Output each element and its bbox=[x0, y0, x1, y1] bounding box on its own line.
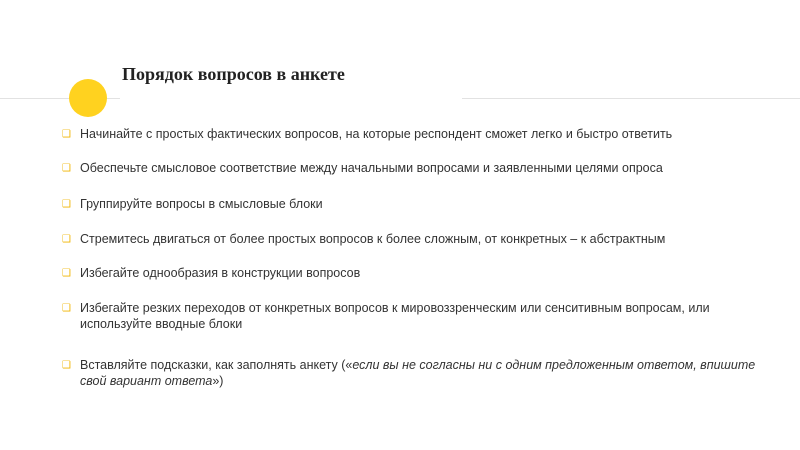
square-bullet-icon: ❑ bbox=[62, 303, 71, 314]
square-bullet-icon: ❑ bbox=[62, 163, 71, 174]
title-divider-gap bbox=[120, 96, 462, 101]
bullet-item bbox=[62, 357, 772, 389]
bullet-item bbox=[62, 160, 782, 176]
bullet-text-prefix: Вставляйте подсказки, как заполнять анкету (« bbox=[80, 358, 353, 372]
bullet-text-italic: если вы не согласны ни с одним предложенным ответом, впишите свой вариант ответа bbox=[80, 358, 756, 388]
bullet-text: Избегайте резких переходов от конкретных вопросов к мировоззренческим или сенситивным вопросам, или используйте вводные блоки bbox=[80, 301, 710, 331]
bullet-item bbox=[62, 231, 782, 247]
bullet-text-hint bbox=[80, 357, 772, 389]
square-bullet-icon: ❑ bbox=[62, 268, 71, 279]
bullet-item bbox=[62, 126, 782, 142]
bullet-text: Обеспечьте смысловое соответствие между начальными вопросами и заявленными целями опроса bbox=[80, 161, 663, 175]
square-bullet-icon: ❑ bbox=[62, 129, 71, 140]
bullet-text: Группируйте вопросы в смысловые блоки bbox=[80, 197, 323, 211]
bullet-text: Стремитесь двигаться от более простых вопросов к более сложным, от конкретных – к абстрактным bbox=[80, 232, 666, 246]
square-bullet-icon: ❑ bbox=[62, 360, 71, 371]
bullet-text: Начинайте с простых фактических вопросов, на которые респондент сможет легко и быстро ответить bbox=[80, 127, 673, 141]
bullet-text-suffix: ») bbox=[212, 374, 224, 388]
bullet-text: Избегайте однообразия в конструкции вопросов bbox=[80, 266, 361, 280]
accent-circle bbox=[69, 79, 107, 117]
square-bullet-icon: ❑ bbox=[62, 234, 71, 245]
bullet-item bbox=[62, 196, 782, 212]
slide-title: Порядок вопросов в анкете bbox=[122, 64, 345, 84]
bullet-item bbox=[62, 300, 762, 332]
bullet-item bbox=[62, 265, 782, 281]
square-bullet-icon: ❑ bbox=[62, 199, 71, 210]
